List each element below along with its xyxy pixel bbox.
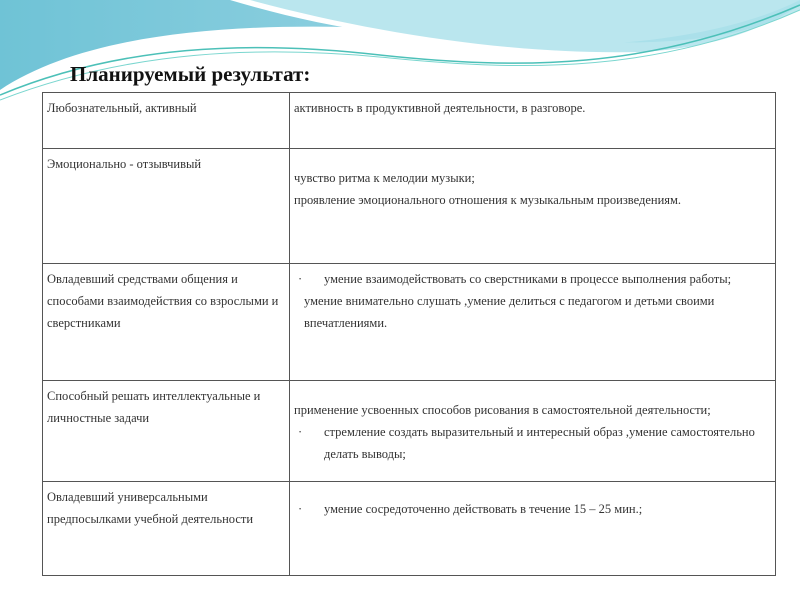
result-text: умение внимательно слушать ,умение делиться с педагогом и детьми своими впечатлениями. bbox=[304, 294, 715, 330]
bullet-icon: · bbox=[298, 272, 303, 286]
quality-cell: Любознательный, активный bbox=[43, 93, 290, 149]
table-row bbox=[43, 482, 776, 576]
bullet-item bbox=[294, 498, 771, 520]
result-cell bbox=[290, 264, 776, 381]
result-cell bbox=[290, 381, 776, 482]
result-cell bbox=[290, 93, 776, 149]
slide-title: Планируемый результат: bbox=[70, 62, 311, 86]
quality-cell: Овладевший универсальными предпосылками учебной деятельности bbox=[43, 482, 290, 576]
bullet-item bbox=[294, 268, 771, 290]
bullet-item bbox=[294, 421, 771, 465]
result-cell bbox=[290, 149, 776, 264]
quality-cell: Эмоционально - отзывчивый bbox=[43, 149, 290, 264]
result-text: чувство ритма к мелодии музыки; bbox=[294, 171, 475, 185]
bullet-text: стремление создать выразительный и интересный образ ,умение самостоятельно делать выводы; bbox=[324, 425, 755, 461]
bullet-icon: · bbox=[298, 502, 303, 516]
results-table bbox=[42, 92, 776, 576]
table-row bbox=[43, 149, 776, 264]
bullet-text: умение сосредоточенно действовать в течение 15 – 25 мин.; bbox=[324, 502, 643, 516]
quality-cell: Способный решать интеллектуальные и личностные задачи bbox=[43, 381, 290, 482]
table-row bbox=[43, 381, 776, 482]
result-cell bbox=[290, 482, 776, 576]
result-text: применение усвоенных способов рисования в самостоятельной деятельности; bbox=[294, 403, 711, 417]
table-row bbox=[43, 264, 776, 381]
result-text: проявление эмоционального отношения к музыкальным произведениям. bbox=[294, 193, 682, 207]
result-text: активность в продуктивной деятельности, в разговоре. bbox=[294, 101, 586, 115]
bullet-text: умение взаимодействовать со сверстниками в процессе выполнения работы; bbox=[324, 272, 732, 286]
bullet-icon: · bbox=[298, 425, 303, 439]
table-row bbox=[43, 93, 776, 149]
quality-cell: Овладевший средствами общения и способами взаимодействия со взрослыми и сверстниками bbox=[43, 264, 290, 381]
